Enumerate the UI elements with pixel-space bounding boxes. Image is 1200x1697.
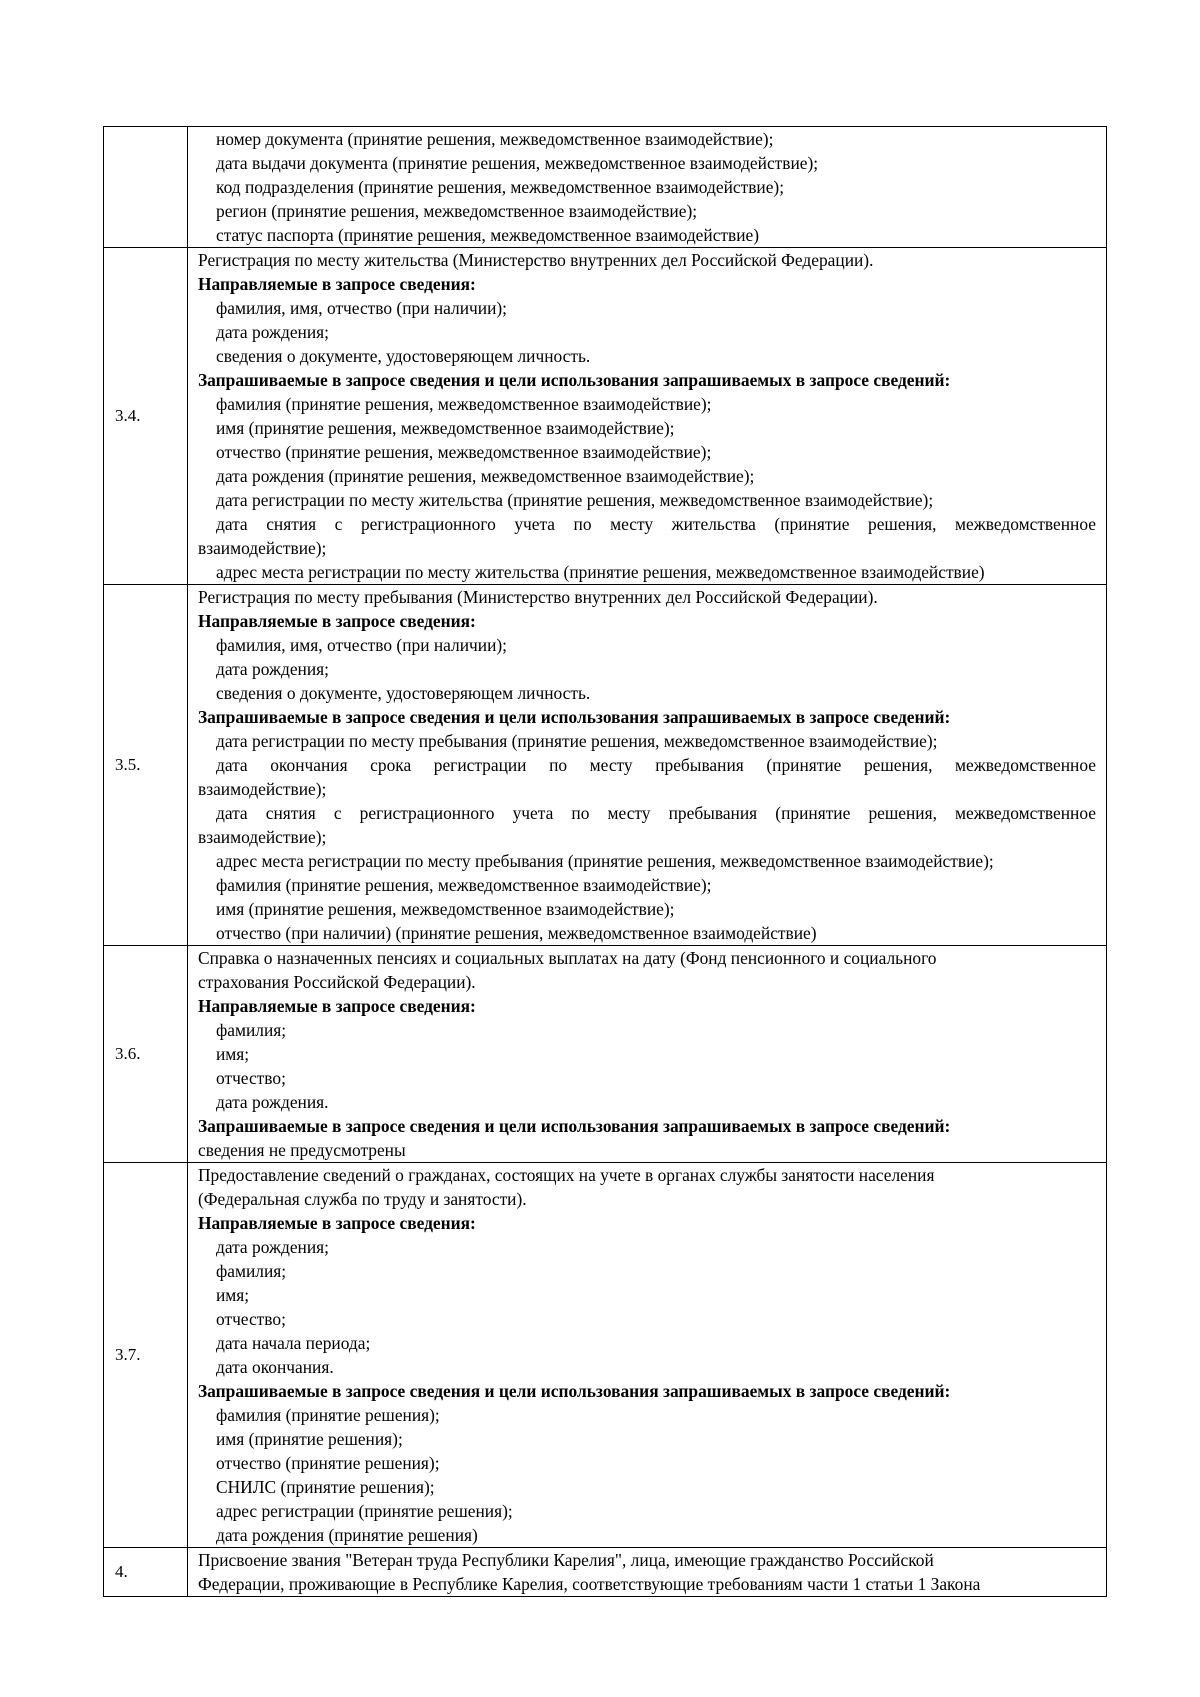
text-line: дата выдачи документа (принятие решения, межведомственное взаимодействие);	[216, 153, 819, 173]
text-line: отчество;	[216, 1068, 286, 1088]
text-line: сведения не предусмотрены	[198, 1140, 406, 1160]
text-line: код подразделения (принятие решения, межведомственное взаимодействие);	[216, 177, 785, 197]
text-line: Регистрация по месту пребывания (Министерство внутренних дел Российской Федерации).	[198, 587, 878, 607]
text-line: дата рождения (принятие решения, межведомственное взаимодействие);	[216, 466, 755, 486]
text-line: адрес места регистрации по месту жительства (принятие решения, межведомственное взаимодействие)	[216, 562, 985, 582]
text-line: дата рождения;	[216, 659, 329, 679]
text-line: имя (принятие решения, межведомственное взаимодействие);	[216, 418, 675, 438]
section-heading: Запрашиваемые в запросе сведения и цели использования запрашиваемых в запросе сведений:	[198, 1381, 951, 1401]
text-line: дата окончания.	[216, 1357, 334, 1377]
text-line: дата регистрации по месту жительства (принятие решения, межведомственное взаимодействие);	[216, 490, 934, 510]
text-line: Присвоение звания "Ветеран труда Республики Карелия", лица, имеющие гражданство Российской	[198, 1550, 934, 1570]
row-number	[104, 127, 188, 248]
text-line: взаимодействие);	[198, 779, 327, 799]
row-content	[188, 585, 1107, 946]
text-line: фамилия (принятие решения, межведомственное взаимодействие);	[216, 875, 712, 895]
text-line: отчество;	[216, 1309, 286, 1329]
table-row	[104, 946, 1107, 1163]
text-line: фамилия (принятие решения, межведомственное взаимодействие);	[216, 394, 712, 414]
text-line: страхования Российской Федерации).	[198, 972, 476, 992]
text-line: адрес регистрации (принятие решения);	[216, 1501, 513, 1521]
text-line: фамилия;	[216, 1261, 287, 1281]
row-content	[188, 1163, 1107, 1548]
table-row	[104, 1548, 1107, 1597]
text-line: взаимодействие);	[198, 827, 327, 847]
text-line: имя (принятие решения);	[216, 1429, 403, 1449]
text-line: регион (принятие решения, межведомственное взаимодействие);	[216, 201, 698, 221]
text-line: отчество (принятие решения);	[216, 1453, 440, 1473]
section-heading: Запрашиваемые в запросе сведения и цели использования запрашиваемых в запросе сведений:	[198, 707, 951, 727]
row-number: 3.6.	[104, 946, 188, 1163]
text-line: статус паспорта (принятие решения, межведомственное взаимодействие)	[216, 225, 760, 245]
text-line: сведения о документе, удостоверяющем личность.	[216, 683, 591, 703]
row-number: 3.5.	[104, 585, 188, 946]
text-line: дата рождения (принятие решения)	[216, 1525, 478, 1545]
text-line: фамилия;	[216, 1020, 287, 1040]
text-line: дата окончания срока регистрации по месту пребывания (принятие решения, межведомственное	[216, 755, 1096, 775]
text-line: дата начала периода;	[216, 1333, 371, 1353]
text-line: СНИЛС (принятие решения);	[216, 1477, 435, 1497]
text-line: имя (принятие решения, межведомственное взаимодействие);	[216, 899, 675, 919]
section-heading: Направляемые в запросе сведения:	[198, 274, 476, 294]
document-table-body	[104, 127, 1107, 1597]
text-line: Федерации, проживающие в Республике Карелия, соответствующие требованиям части 1 статьи 1 Закона	[198, 1574, 981, 1594]
text-line: дата рождения;	[216, 322, 329, 342]
text-line: отчество (принятие решения, межведомственное взаимодействие);	[216, 442, 712, 462]
text-line: номер документа (принятие решения, межведомственное взаимодействие);	[216, 129, 774, 149]
text-line: фамилия, имя, отчество (при наличии);	[216, 635, 507, 655]
row-content	[188, 248, 1107, 585]
text-line: дата регистрации по месту пребывания (принятие решения, межведомственное взаимодействие);	[216, 731, 938, 751]
text-line: Справка о назначенных пенсиях и социальных выплатах на дату (Фонд пенсионного и социального	[198, 948, 937, 968]
row-number: 3.7.	[104, 1163, 188, 1548]
row-content	[188, 127, 1107, 248]
section-heading: Направляемые в запросе сведения:	[198, 1213, 476, 1233]
section-heading: Направляемые в запросе сведения:	[198, 611, 476, 631]
text-line: фамилия, имя, отчество (при наличии);	[216, 298, 507, 318]
text-line: Предоставление сведений о гражданах, состоящих на учете в органах службы занятости населения	[198, 1165, 935, 1185]
section-heading: Направляемые в запросе сведения:	[198, 996, 476, 1016]
row-content	[188, 1548, 1107, 1597]
row-content	[188, 946, 1107, 1163]
text-line: дата снятия с регистрационного учета по месту жительства (принятие решения, межведомственное	[216, 514, 1096, 534]
text-line: сведения о документе, удостоверяющем личность.	[216, 346, 591, 366]
text-line: имя;	[216, 1285, 250, 1305]
text-line: Регистрация по месту жительства (Министерство внутренних дел Российской Федерации).	[198, 250, 874, 270]
table-row	[104, 127, 1107, 248]
text-line: адрес места регистрации по месту пребывания (принятие решения, межведомственное взаимодействие);	[216, 851, 994, 871]
section-heading: Запрашиваемые в запросе сведения и цели использования запрашиваемых в запросе сведений:	[198, 1116, 951, 1136]
text-line: взаимодействие);	[198, 538, 327, 558]
text-line: дата снятия с регистрационного учета по месту пребывания (принятие решения, межведомственное	[216, 803, 1096, 823]
row-number: 3.4.	[104, 248, 188, 585]
text-line: (Федеральная служба по труду и занятости).	[198, 1189, 527, 1209]
row-number: 4.	[104, 1548, 188, 1597]
table-row	[104, 1163, 1107, 1548]
table-row	[104, 585, 1107, 946]
table-row	[104, 248, 1107, 585]
text-line: дата рождения;	[216, 1237, 329, 1257]
text-line: фамилия (принятие решения);	[216, 1405, 440, 1425]
text-line: имя;	[216, 1044, 250, 1064]
text-line: дата рождения.	[216, 1092, 329, 1112]
text-line: отчество (при наличии) (принятие решения, межведомственное взаимодействие)	[216, 923, 817, 943]
document-table	[103, 126, 1107, 1597]
section-heading: Запрашиваемые в запросе сведения и цели использования запрашиваемых в запросе сведений:	[198, 370, 951, 390]
